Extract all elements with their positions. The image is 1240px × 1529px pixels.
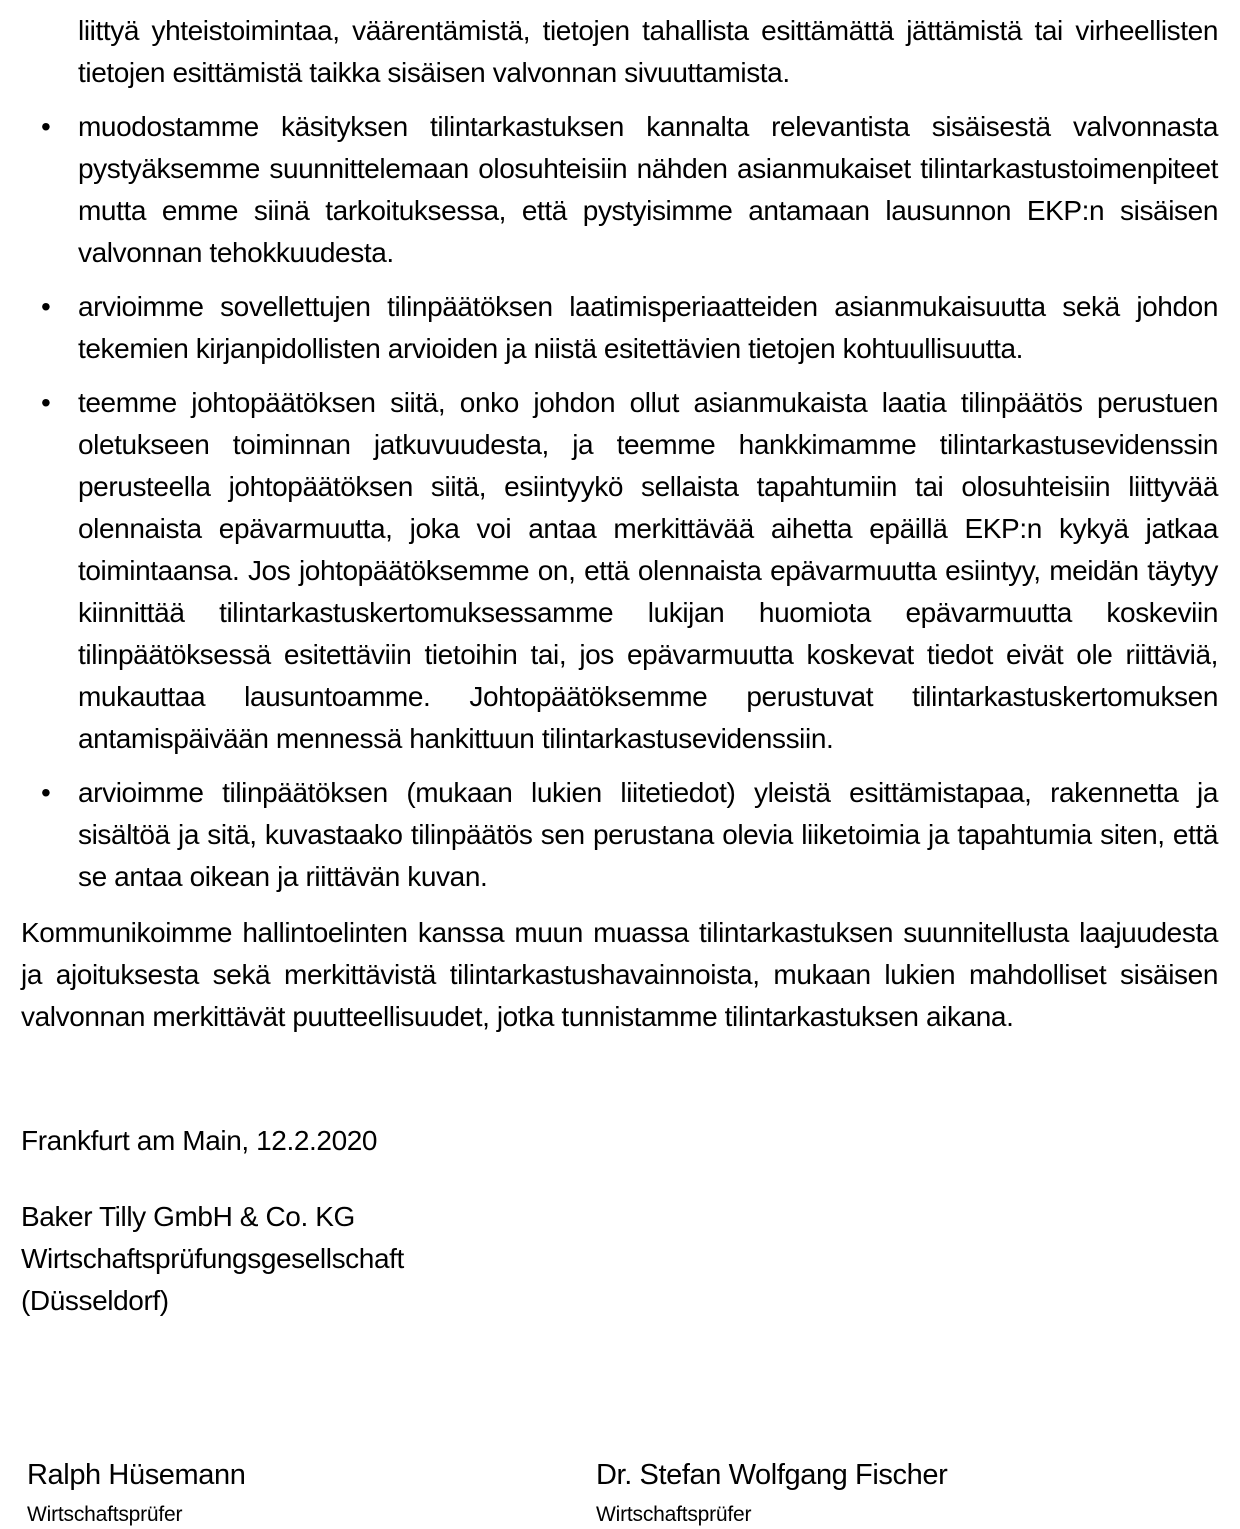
firm-block (21, 1196, 404, 1322)
bullet-icon: • (41, 777, 51, 808)
continuation-paragraph: liittyä yhteistoimintaa, väärentämistä, tietojen tahallista esittämättä jättämistä tai virheellisten tietojen esittämistä taikka sisäisen valvonnan sivuuttamista. (78, 15, 1218, 88)
firm-name: Baker Tilly GmbH & Co. KG (21, 1201, 355, 1232)
bullet-item (21, 106, 1218, 274)
signer-name: Ralph Hüsemann (27, 1459, 246, 1491)
bullet-text: muodostamme käsityksen tilintarkastuksen kannalta relevantista sisäisestä valvonnasta pystyäksemme suunnittelemaan olosuhteisiin nähden asianmukaiset tilintarkastustoimenpiteet mutta emme siinä tarkoituksessa, että pystyisimme antamaan lausunnon EKP:n sisäisen valvonnan tehokkuudesta. (78, 111, 1218, 268)
firm-type: Wirtschaftsprüfungsgesellschaft (21, 1243, 404, 1274)
bullet-text: arvioimme tilinpäätöksen (mukaan lukien liitetiedot) yleistä esittämistapaa, rakennetta ja sisältöä ja sitä, kuvastaako tilinpäätös sen perustana olevia liiketoimia ja tapahtumia siten, että se antaa oikean ja riittävän kuvan. (78, 777, 1218, 892)
bullet-item (21, 772, 1218, 898)
bullet-item (21, 286, 1218, 370)
bullet-list (21, 106, 1218, 898)
signer-title: Wirtschaftsprüfer (27, 1503, 183, 1526)
signer-title: Wirtschaftsprüfer (596, 1503, 752, 1526)
bullet-item (21, 382, 1218, 760)
closing-paragraph: Kommunikoimme hallintoelinten kanssa muun muassa tilintarkastuksen suunnitellusta laajuudesta ja ajoituksesta sekä merkittävistä tilintarkastushavainnoista, mukaan lukien mahdolliset sisäisen valvonnan merkittävät puutteellisuudet, jotka tunnistamme tilintarkastuksen aikana. (21, 917, 1218, 1032)
firm-city: (Düsseldorf) (21, 1285, 169, 1316)
bullet-text: arvioimme sovellettujen tilinpäätöksen laatimisperiaatteiden asianmukaisuutta sekä johdon tekemien kirjanpidollisten arvioiden ja niistä esitettävien tietojen kohtuullisuutta. (78, 291, 1218, 364)
bullet-icon: • (41, 387, 51, 418)
signer-name: Dr. Stefan Wolfgang Fischer (596, 1459, 948, 1491)
dateline: Frankfurt am Main, 12.2.2020 (21, 1125, 378, 1156)
bullet-icon: • (41, 111, 51, 142)
signature-left (0, 1456, 596, 1528)
bullet-text: teemme johtopäätöksen siitä, onko johdon ollut asianmukaista laatia tilinpäätös perustuen oletukseen toiminnan jatkuvuudesta, ja teemme hankkimamme tilintarkastusevidenssin perusteella johtopäätöksen siitä, esiintyykö sellaista tapahtumiin tai olosuhteisiin liittyvää olennaista epävarmuutta, joka voi antaa merkittävää aihetta epäillä EKP:n kykyä jatkaa toimintaansa. Jos johtopäätöksemme on, että olennaista epävarmuutta esiintyy, meidän täytyy kiinnittää tilintarkastuskertomuksessamme lukijan huomiota epävarmuutta koskeviin tilinpäätöksessä esitettäviin tietoihin tai, jos epävarmuutta koskevat tiedot eivät ole riittäviä, mukauttaa lausuntoamme. Johtopäätöksemme perustuvat tilintarkastuskertomuksen antamispäivään mennessä hankittuun tilintarkastusevidenssiin. (78, 387, 1218, 754)
signature-row (0, 1456, 1240, 1528)
bullet-icon: • (41, 291, 51, 322)
signature-right (596, 1456, 1240, 1528)
